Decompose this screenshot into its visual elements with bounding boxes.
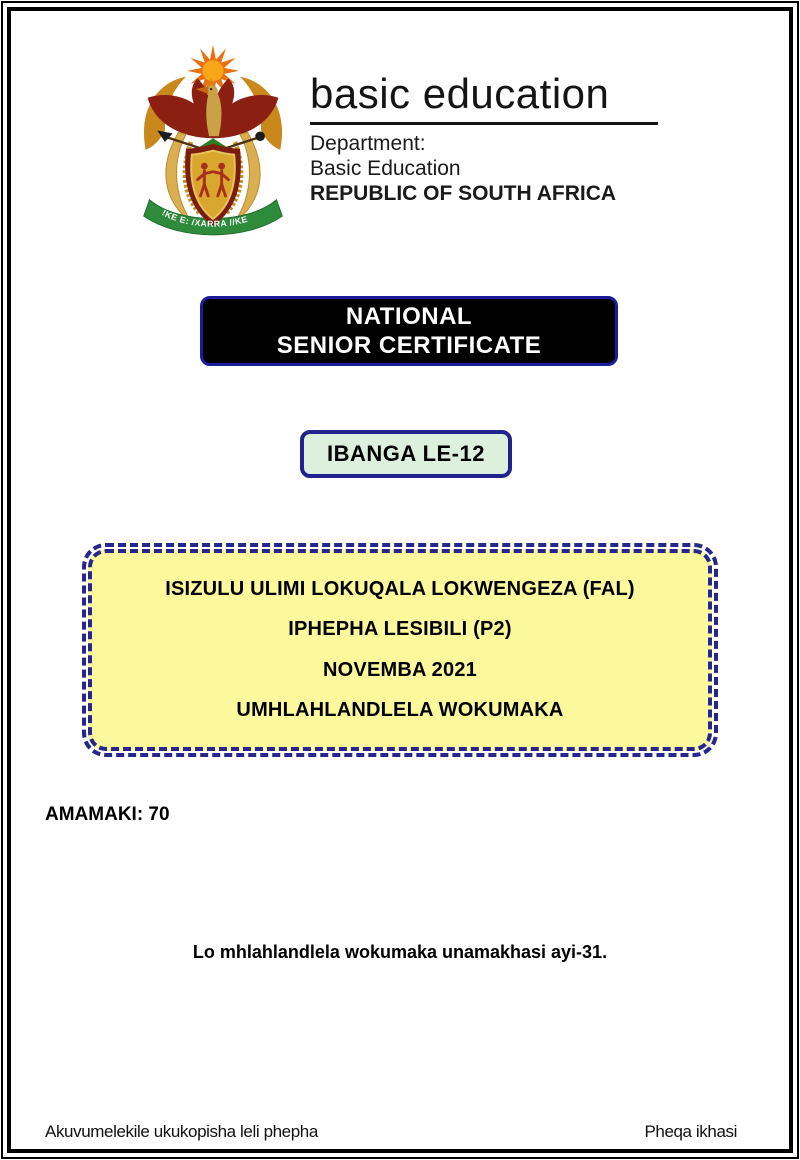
department-wordmark [310, 72, 670, 206]
grade-badge-label: IBANGA LE-12 [327, 441, 485, 466]
knobkierie-knob [255, 131, 265, 141]
department-line1: Department: [310, 132, 426, 155]
department-line2: Basic Education [310, 157, 461, 180]
bird-neck [206, 92, 221, 136]
footer-copyright-note: Akuvumelekile ukukopisha leli phepha [45, 1122, 318, 1141]
nsc-banner-line1: NATIONAL [345, 303, 473, 330]
sun-center [202, 60, 223, 81]
exam-date-line: NOVEMBA 2021 [323, 658, 477, 681]
brand-divider [310, 122, 658, 125]
exam-paper-line: IPHEPHA LESIBILI (P2) [288, 618, 512, 641]
crest-motto-text: !KE E: /XARRA //KE [160, 207, 249, 229]
bird-eye [210, 88, 212, 90]
footer-turn-over-note: Pheqa ikhasi [644, 1122, 737, 1141]
nsc-banner-line2: SENIOR CERTIFICATE [276, 332, 542, 359]
marks-label: AMAMAKI: 70 [45, 804, 170, 825]
department-line3: REPUBLIC OF SOUTH AFRICA [310, 182, 617, 205]
brand-title: basic education [310, 70, 610, 117]
grade-badge [300, 430, 512, 478]
exam-info-box-inner [88, 549, 712, 751]
exam-subject-line: ISIZULU ULIMI LOKUQALA LOKWENGEZA (FAL) [165, 578, 635, 601]
coat-of-arms-icon [136, 42, 290, 244]
exam-doc-type-line: UMHLAHLANDLELA WOKUMAKA [236, 698, 564, 721]
nsc-banner [200, 296, 618, 366]
page-note: Lo mhlahlandlela wokumaka unamakhasi ayi-31. [192, 942, 608, 962]
exam-info-box [82, 543, 718, 757]
